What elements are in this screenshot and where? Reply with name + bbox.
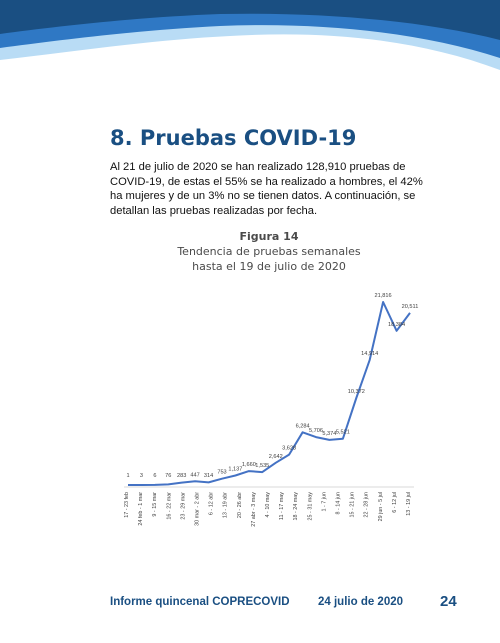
data-label: 21,816 bbox=[374, 293, 392, 299]
data-label: 6,284 bbox=[295, 423, 310, 430]
data-label: 5,521 bbox=[335, 429, 350, 436]
data-label: 10,372 bbox=[347, 389, 365, 395]
x-tick-label: 1 - 7 jun bbox=[321, 492, 328, 512]
x-tick-label: 29 jun - 5 jul bbox=[377, 492, 384, 522]
x-tick-label: 6 - 12 abr bbox=[208, 492, 215, 516]
footer-report-name: Informe quincenal COPRECOVID bbox=[110, 596, 290, 608]
x-tick-label: 20 - 26 abr bbox=[236, 492, 243, 519]
x-tick-label: 8 - 14 jun bbox=[335, 492, 342, 515]
x-tick-label: 17 - 23 feb bbox=[124, 492, 130, 518]
data-label: 20,511 bbox=[401, 303, 419, 310]
data-label: 5,706 bbox=[309, 428, 323, 435]
page-number: 24 bbox=[440, 593, 457, 610]
data-label: 76 bbox=[165, 473, 172, 479]
footer-date: 24 julio de 2020 bbox=[318, 596, 404, 608]
data-label: 2,642 bbox=[268, 453, 283, 460]
x-tick-label: 9 - 15 mar bbox=[152, 492, 159, 517]
x-tick-label: 4 - 10 may bbox=[265, 492, 271, 518]
data-label: 3,628 bbox=[282, 445, 297, 452]
data-label: 18,384 bbox=[388, 321, 406, 328]
data-label: 1,535 bbox=[255, 463, 270, 470]
x-tick-label: 24 feb - 1 mar bbox=[138, 492, 145, 526]
section-title: 8. Pruebas COVID-19 bbox=[110, 126, 357, 150]
figure-number: Figura 14 bbox=[239, 230, 299, 243]
x-tick-label: 15 - 21 jun bbox=[349, 492, 356, 518]
data-label: 3 bbox=[139, 473, 143, 479]
x-tick-label: 18 - 24 may bbox=[293, 492, 300, 521]
x-tick-label: 30 mar - 2 abr bbox=[194, 492, 201, 526]
data-label: 14,914 bbox=[361, 350, 379, 357]
data-label: 447 bbox=[190, 472, 200, 479]
x-tick-label: 22 - 28 jun bbox=[363, 492, 370, 518]
data-label: 1 bbox=[126, 473, 130, 479]
x-tick-label: 25 - 31 may bbox=[307, 492, 314, 521]
data-label: 753 bbox=[217, 469, 227, 476]
figure-caption-line1: Tendencia de pruebas semanales bbox=[177, 245, 361, 258]
data-label: 1,137 bbox=[228, 466, 243, 473]
figure-caption-line2: hasta el 19 de julio de 2020 bbox=[192, 260, 346, 273]
x-tick-label: 11 - 17 may bbox=[279, 492, 286, 521]
data-label: 6 bbox=[153, 473, 157, 479]
x-tick-label: 16 - 22 mar bbox=[166, 492, 173, 520]
x-tick-label: 27 abr - 3 may bbox=[250, 492, 257, 527]
data-label: 314 bbox=[203, 473, 214, 479]
x-tick-label: 13 - 19 abr bbox=[222, 492, 229, 519]
data-label: 1,660 bbox=[241, 462, 256, 469]
data-label: 283 bbox=[177, 473, 187, 479]
x-tick-label: 13 - 19 jul bbox=[406, 492, 412, 516]
x-tick-label: 23 - 29 mar bbox=[180, 492, 187, 520]
data-label: 5,374 bbox=[322, 430, 337, 437]
intro-paragraph: Al 21 de julio de 2020 se han realizado 128,910 pruebas de COVID-19, de estas el 55% se ha realizado a hombres, el 42% ha mujeres y de un 3% no se tienen datos. A continuación, se detallan las pruebas realizadas por fecha. bbox=[110, 161, 423, 217]
x-tick-label: 6 - 12 jul bbox=[391, 492, 398, 513]
